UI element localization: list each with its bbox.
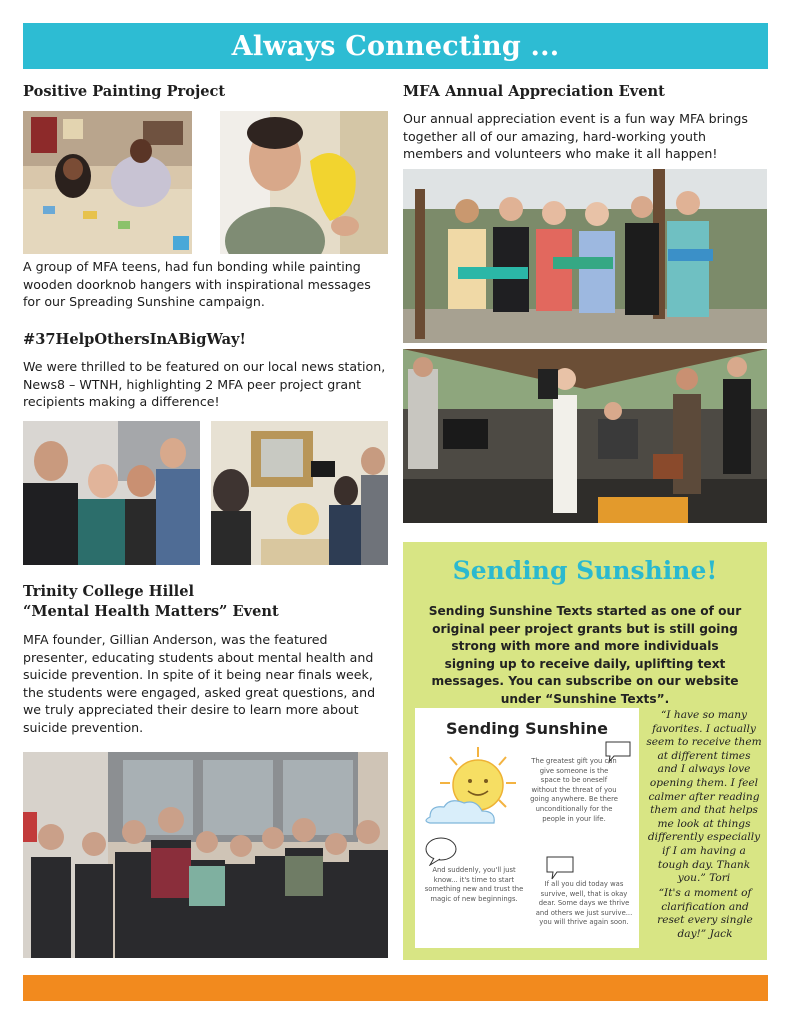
painting-body: A group of MFA teens, had fun bonding while painting wooden doorknob hangers with inspirational messages for our Spreading Sunshine campaign.: [23, 259, 371, 309]
appreciation-body: Our annual appreciation event is a fun way MFA brings together all of our amazing, hard-working youth members and volunteers who make it all happen!: [403, 111, 748, 161]
help-others-heading: #37HelpOthersInABigWay!: [23, 331, 246, 348]
news-photo-group: [23, 421, 200, 565]
sunshine-card-title: Sending Sunshine: [445, 719, 609, 738]
trinity-heading-line1: Trinity College Hillel: [23, 583, 195, 600]
appreciation-photo-volunteers: [403, 169, 767, 343]
news-photo-interview: [211, 421, 388, 565]
testimonial-jack: “It's a moment of clarification and reset every single day!” Jack: [657, 887, 753, 940]
painting-photo-boy: [220, 111, 388, 254]
sunshine-title: Sending Sunshine!: [452, 556, 718, 585]
testimonial-tori: “I have so many favorites. I actually seem to receive them at different times and I always love opening them. I feel calmer after reading them and that helps me look at things differently especially if I am having a tough day. Thank you.” Tori: [646, 709, 762, 885]
sun-cloud-illustration: [420, 745, 530, 830]
trinity-body: MFA founder, Gillian Anderson, was the featured presenter, educating students about mental health and suicide prevention. In spite of it being near finals week, the students were engaged, asked great questions, and we truly appreciated their desire to learn more about suicide prevention.: [23, 632, 376, 735]
sunshine-card-message-1: The greatest gift you can give someone is the space to be oneself without the threat of you going anywhere. Be there unconditionally for the people in your life.: [530, 757, 618, 823]
help-others-body: We were thrilled to be featured on our local news station, News8 – WTNH, highlighting 2 MFA peer project grant recipients making a difference!: [23, 359, 386, 409]
appreciation-photo-band: [403, 349, 767, 523]
banner-title: Always Connecting ...: [231, 30, 560, 62]
sunshine-card-message-2: And suddenly, you'll just know... it's time to start something new and trust the magic of new beginnings.: [424, 866, 524, 903]
speech-bubble-icon: [424, 836, 458, 866]
painting-heading: Positive Painting Project: [23, 83, 226, 100]
sunshine-body: Sending Sunshine Texts started as one of our original peer project grants but is still going strong with more and more individuals signing up to receive daily, uplifting text messages. You can subscribe on our website under “Sunshine Texts”.: [428, 604, 742, 706]
painting-photo-table: [23, 111, 192, 254]
speech-bubble-icon: [545, 855, 575, 881]
trinity-group-photo: [23, 752, 388, 958]
trinity-heading-line2: “Mental Health Matters” Event: [23, 603, 279, 620]
footer-bar: [23, 975, 768, 1001]
appreciation-heading: MFA Annual Appreciation Event: [403, 83, 665, 100]
sunshine-card-message-3: If all you did today was survive, well, that is okay dear. Some days we thrive and others we just survive... you will thrive again soon.: [535, 880, 633, 927]
page-banner: [23, 23, 768, 69]
